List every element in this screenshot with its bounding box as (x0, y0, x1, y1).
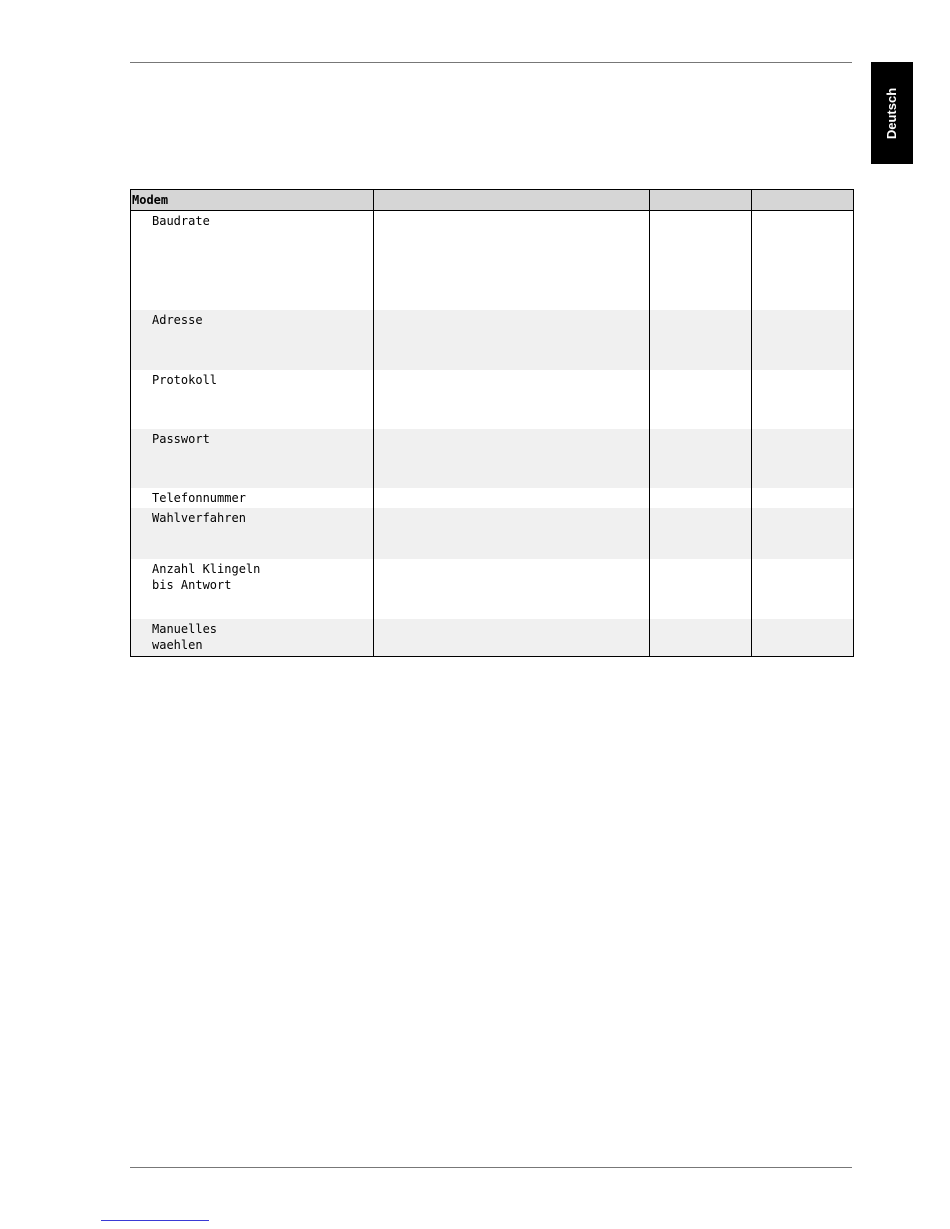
row-label-anzahl-klingeln: Anzahl Klingeln bis Antwort (152, 561, 261, 592)
modem-settings-table (130, 189, 854, 657)
language-tab-label: Deutsch (884, 87, 900, 139)
table-cell (374, 559, 650, 619)
header-cell-2 (374, 190, 650, 211)
header-cell-section: Modem (131, 190, 374, 211)
table-cell (650, 488, 752, 508)
row-label-baudrate: Baudrate (152, 214, 210, 228)
footer-rule (130, 1167, 852, 1168)
table-row (131, 310, 854, 370)
table-row (131, 211, 854, 310)
header-rule (130, 62, 852, 63)
header-cell-4 (752, 190, 854, 211)
row-label-wahlverfahren: Wahlverfahren (131, 508, 374, 559)
table-row (131, 429, 854, 488)
table-cell (752, 559, 854, 619)
table-cell (650, 559, 752, 619)
footer-link-underline[interactable] (101, 1220, 209, 1221)
table-cell (752, 310, 854, 370)
table-cell (752, 508, 854, 559)
table-row (131, 488, 854, 508)
row-label-adresse: Adresse (131, 310, 374, 370)
table-row (131, 508, 854, 559)
row-label-manuelles-waehlen: Manuelles waehlen (131, 619, 374, 657)
table-cell (650, 211, 752, 310)
table-cell (374, 619, 650, 657)
table-cell (650, 310, 752, 370)
language-tab (871, 62, 913, 164)
table-cell (374, 508, 650, 559)
row-label-protokoll: Protokoll (152, 372, 218, 387)
table-cell (650, 370, 752, 429)
table-row (131, 370, 854, 429)
header-cell-3 (650, 190, 752, 211)
table-cell (650, 508, 752, 559)
table-cell (752, 619, 854, 657)
table-row (131, 619, 854, 657)
row-label-telefonnummer: Telefonnummer (152, 490, 246, 505)
table-cell (374, 370, 650, 429)
table-cell (374, 310, 650, 370)
table-cell (752, 370, 854, 429)
table-cell (650, 619, 752, 657)
table-cell (752, 429, 854, 488)
table-cell (752, 488, 854, 508)
table-row (131, 559, 854, 619)
table-cell (374, 211, 650, 310)
table-cell (374, 429, 650, 488)
table-header-row (131, 190, 854, 211)
table-cell (650, 429, 752, 488)
row-label-passwort: Passwort (131, 429, 374, 488)
table-cell (374, 488, 650, 508)
table-cell (752, 211, 854, 310)
